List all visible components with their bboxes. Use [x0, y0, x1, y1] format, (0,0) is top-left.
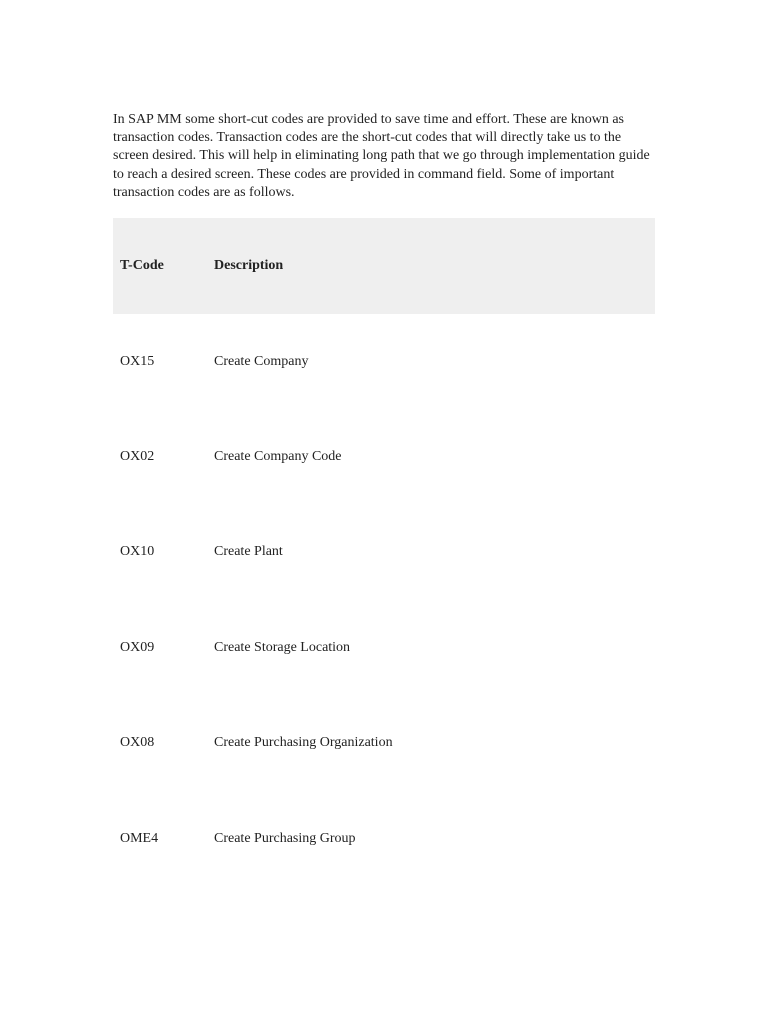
table-header-row: [113, 218, 655, 314]
table-row: [113, 314, 655, 409]
table-row: [113, 600, 655, 695]
table-header: [113, 218, 655, 314]
header-description: Description: [214, 258, 284, 273]
description-cell: Create Purchasing Organization: [214, 735, 393, 751]
description-cell: Create Plant: [214, 544, 283, 560]
tcode-cell: OX02: [120, 449, 155, 465]
header-tcode: T-Code: [120, 258, 164, 273]
tcode-cell: OX10: [120, 544, 155, 560]
description-cell: Create Purchasing Group: [214, 830, 356, 846]
description-cell: Create Company: [214, 353, 309, 369]
tcode-cell: OX15: [120, 353, 155, 369]
intro-paragraph: In SAP MM some short-cut codes are provided to save time and effort. These are known as transaction codes. Transaction codes are the short-cut codes that will directly take us to the screen desired. This will help in eliminating long path that we go through implementation guide to reach a desired screen. These codes are provided in command field. Some of important transaction codes are as follows.: [113, 112, 650, 200]
table-row: [113, 505, 655, 600]
table-row: [113, 791, 655, 886]
table-body: [113, 314, 655, 886]
table-row: [113, 409, 655, 504]
tcode-cell: OX09: [120, 639, 155, 655]
tcode-cell: OME4: [120, 830, 159, 846]
tcode-cell: OX08: [120, 735, 155, 751]
description-cell: Create Storage Location: [214, 639, 351, 655]
description-cell: Create Company Code: [214, 449, 342, 465]
transaction-code-table: [113, 218, 655, 886]
table-row: [113, 696, 655, 791]
